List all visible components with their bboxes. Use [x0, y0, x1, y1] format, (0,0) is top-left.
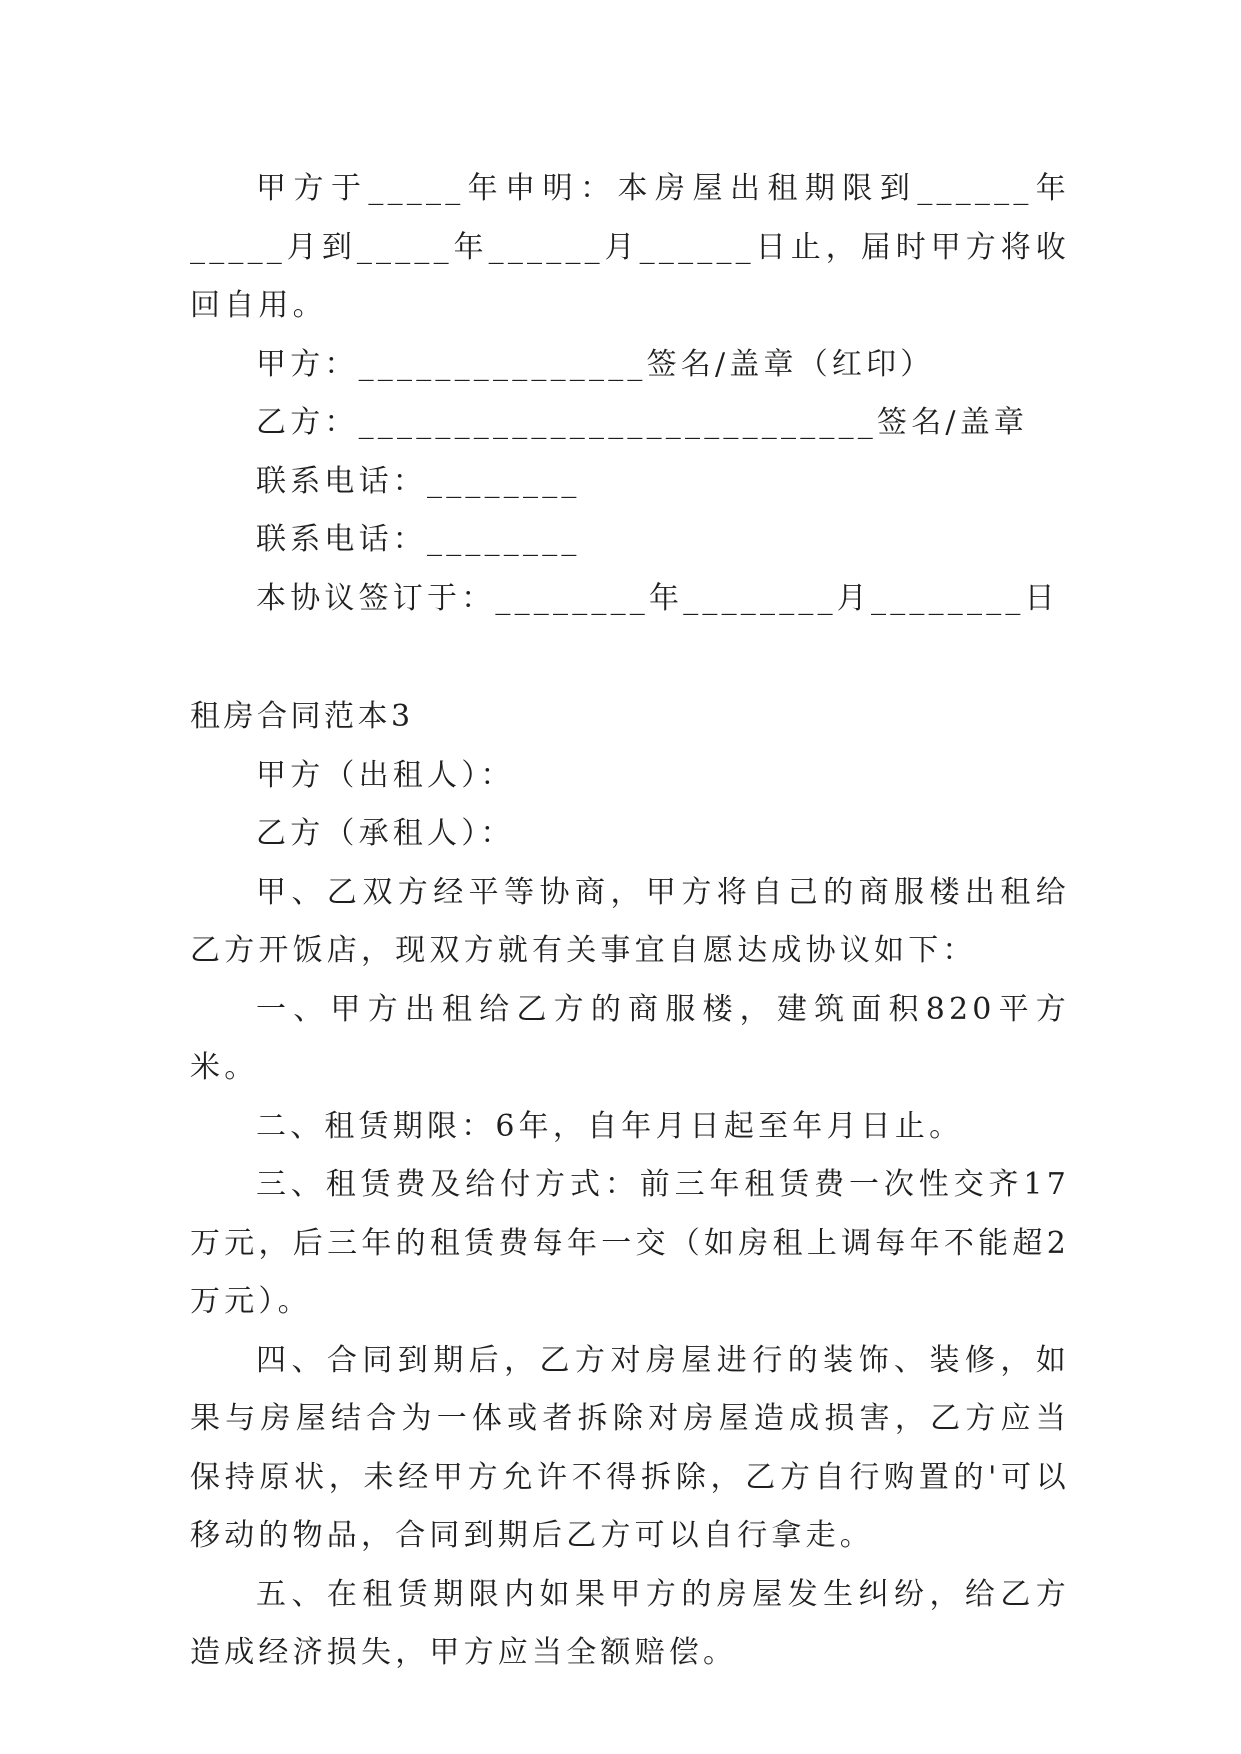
agreement-intro: 甲、乙双方经平等协商，甲方将自己的商服楼出租给乙方开饭店，现双方就有关事宜自愿达成协议如下：: [190, 874, 1070, 968]
clause-2: 二、租赁期限：6年，自年月日起至年月日止。: [256, 1108, 964, 1144]
party-a-signature-line: 甲方：_______________签名/盖章（红印）: [256, 346, 935, 382]
document-body: [190, 160, 1070, 1683]
section-spacer: [190, 628, 1070, 688]
clause-4: 四、合同到期后，乙方对房屋进行的装饰、装修，如果与房屋结合为一体或者拆除对房屋造成损害，乙方应当保持原状，未经甲方允许不得拆除，乙方自行购置的'可以移动的物品，合同到期后乙方可以自行拿走。: [190, 1342, 1070, 1553]
party-b-lessee: 乙方（承租人）：: [256, 816, 515, 851]
clause-3: 三、租赁费及给付方式：前三年租赁费一次性交齐17万元，后三年的租赁费每年一交（如房租上调每年不能超2万元）。: [190, 1167, 1070, 1319]
lease-term-statement: 甲方于_____年申明：本房屋出租期限到______年_____月到_____年______月______日止，届时甲方将收回自用。: [190, 171, 1070, 323]
contact-phone-line-2: 联系电话：________: [256, 522, 581, 557]
party-b-signature-line: 乙方：___________________________签名/盖章: [256, 405, 1029, 440]
agreement-signed-date: 本协议签订于：________年________月________日: [256, 580, 1059, 616]
clause-5: 五、在租赁期限内如果甲方的房屋发生纠纷，给乙方造成经济损失，甲方应当全额赔偿。: [190, 1576, 1070, 1670]
section-title: 租房合同范本3: [190, 699, 414, 734]
contact-phone-line-1: 联系电话：________: [256, 463, 581, 499]
party-a-lessor: 甲方（出租人）：: [256, 757, 515, 793]
clause-1: 一、甲方出租给乙方的商服楼，建筑面积820平方米。: [190, 991, 1070, 1085]
